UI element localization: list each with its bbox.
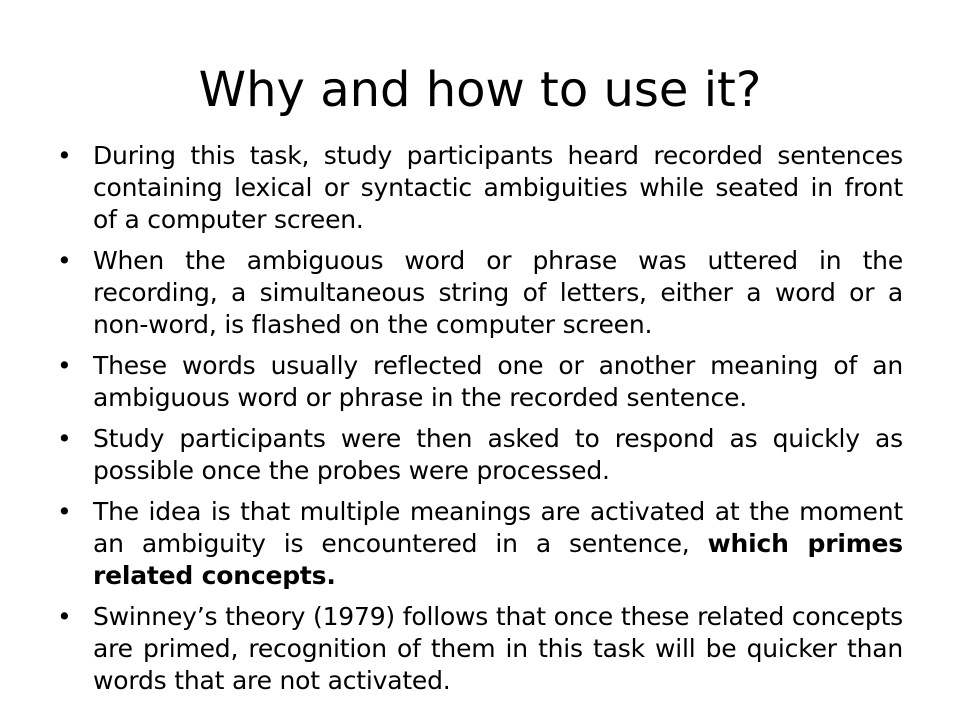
bullet-item	[55, 245, 903, 341]
bullet-list	[55, 140, 903, 706]
bullet-dot-icon: •	[57, 141, 72, 170]
bullet-text: The idea is that multiple meanings are activated at the moment an ambiguity is encountered in a sentence,	[93, 497, 903, 558]
bullet-dot-icon: •	[57, 424, 72, 453]
bullet-item	[55, 350, 903, 414]
bullet-item	[55, 140, 903, 236]
bullet-text: During this task, study participants heard recorded sentences containing lexical or syntactic ambiguities while seated in front of a computer screen.	[93, 141, 903, 234]
bullet-text: These words usually reflected one or another meaning of an ambiguous word or phrase in the recorded sentence.	[93, 351, 903, 412]
bullet-item	[55, 423, 903, 487]
bullet-dot-icon: •	[57, 351, 72, 380]
bullet-item	[55, 601, 903, 697]
bullet-dot-icon: •	[57, 246, 72, 275]
bullet-text: Study participants were then asked to respond as quickly as possible once the probes were processed.	[93, 424, 903, 485]
bullet-bold-text: which primes related concepts.	[93, 529, 903, 590]
slide-title: Why and how to use it?	[198, 62, 762, 118]
bullet-text: Swinney’s theory (1979) follows that once these related concepts are primed, recognition of them in this task will be quicker than words that are not activated.	[93, 602, 903, 695]
bullet-dot-icon: •	[57, 602, 72, 631]
bullet-text: When the ambiguous word or phrase was uttered in the recording, a simultaneous string of letters, either a word or a non-word, is flashed on the computer screen.	[93, 246, 903, 339]
bullet-dot-icon: •	[57, 497, 72, 526]
bullet-item	[55, 496, 903, 592]
